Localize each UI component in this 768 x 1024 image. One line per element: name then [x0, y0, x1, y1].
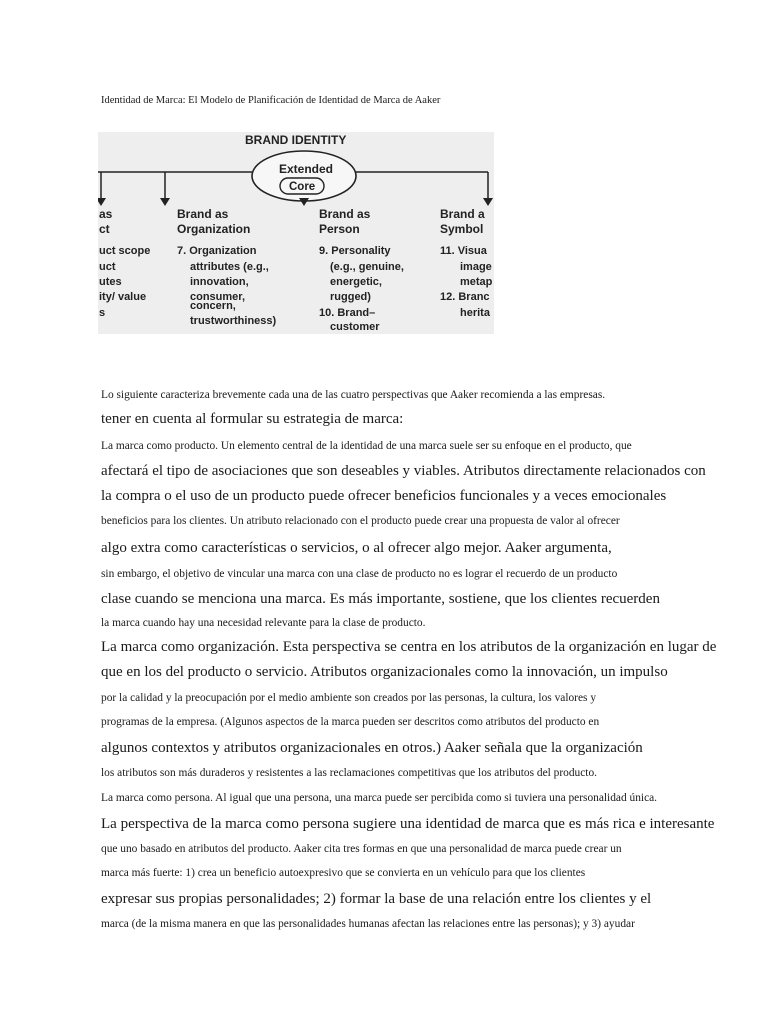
- col0-item: ity/ value: [99, 291, 147, 303]
- text-line: que uno basado en atributos del producto. Aaker cita tres formas en que una personalidad de marca puede crear un: [101, 843, 622, 855]
- arrow-col0: [98, 198, 106, 206]
- col3-heading-1: Brand a: [440, 207, 485, 221]
- col1-heading-2: Organization: [177, 222, 251, 236]
- col3-item: herita: [460, 307, 490, 319]
- text-line: La marca como persona. Al igual que una persona, una marca puede ser percibida como si tuviera una personalidad única.: [101, 792, 658, 804]
- document-title: Identidad de Marca: El Modelo de Planificación de Identidad de Marca de Aaker: [101, 95, 441, 106]
- col1-item: concern,: [190, 300, 236, 312]
- col2-item: customer: [330, 321, 380, 333]
- col1-item: innovation,: [190, 276, 249, 288]
- col0-item: s: [99, 307, 106, 319]
- col3-item: 12. Branc: [440, 291, 490, 303]
- brand-identity-diagram: [98, 132, 494, 334]
- col2-heading-1: Brand as: [319, 207, 371, 221]
- figure-heading: BRAND IDENTITY: [245, 133, 347, 147]
- text-line: sin embargo, el objetivo de vincular una marca con una clase de producto no es lograr el recuerdo de un producto: [101, 568, 618, 580]
- text-line: que en los del producto o servicio. Atributos organizacionales como la innovación, un impulso: [101, 664, 668, 680]
- col3-heading-2: Symbol: [440, 222, 484, 236]
- text-line: La perspectiva de la marca como persona sugiere una identidad de marca que es más rica e interesante: [101, 816, 715, 832]
- arrow-col3: [483, 198, 493, 206]
- text-line: marca más fuerte: 1) crea un beneficio autoexpresivo que se convierta en un vehículo para que los clientes: [101, 867, 586, 879]
- oval-core-label: Core: [289, 181, 316, 193]
- col1-item: trustworthiness): [190, 315, 277, 327]
- brand-identity-figure: [98, 132, 494, 334]
- col0-heading-1: as: [99, 207, 113, 221]
- col0-item: utes: [99, 276, 122, 288]
- col0-item: uct scope: [99, 245, 151, 257]
- col0-item: uct: [99, 261, 116, 273]
- text-line: marca (de la misma manera en que las personalidades humanas afectan las relaciones entre las personas); y 3) ayudar: [101, 918, 635, 930]
- col2-item: 9. Personality: [319, 245, 391, 257]
- arrow-col1: [160, 198, 170, 206]
- col2-item: energetic,: [330, 276, 382, 288]
- col2-item: 10. Brand–: [319, 307, 376, 319]
- text-line: algo extra como características o servicios, o al ofrecer algo mejor. Aaker argumenta,: [101, 540, 612, 556]
- text-line: beneficios para los clientes. Un atributo relacionado con el producto puede crear una propuesta de valor al ofrecer: [101, 515, 620, 527]
- text-line: programas de la empresa. (Algunos aspectos de la marca pueden ser descritos como atributos del producto en: [101, 716, 600, 728]
- col3-item: 11. Visua: [440, 245, 487, 257]
- text-line: la marca cuando hay una necesidad relevante para la clase de producto.: [101, 617, 426, 629]
- col3-item: image: [460, 261, 492, 273]
- text-line: La marca como organización. Esta perspectiva se centra en los atributos de la organización en lugar de: [101, 639, 717, 655]
- col2-item: (e.g., genuine,: [330, 261, 404, 273]
- col2-heading-2: Person: [319, 222, 360, 236]
- text-line: afectará el tipo de asociaciones que son deseables y viables. Atributos directamente relacionados con: [101, 463, 706, 479]
- col1-item: 7. Organization: [177, 245, 257, 257]
- col1-item: attributes (e.g.,: [190, 261, 269, 273]
- text-line: Lo siguiente caracteriza brevemente cada una de las cuatro perspectivas que Aaker recomienda a las empresas.: [101, 389, 606, 401]
- oval-extended-label: Extended: [279, 162, 334, 176]
- text-line: por la calidad y la preocupación por el medio ambiente son creados por las personas, la cultura, los valores y: [101, 692, 597, 704]
- col0-heading-2: ct: [99, 222, 110, 236]
- arrow-col2: [299, 198, 309, 206]
- col1-heading-1: Brand as: [177, 207, 229, 221]
- col2-item: rugged): [330, 291, 371, 303]
- text-line: clase cuando se menciona una marca. Es más importante, sostiene, que los clientes recuerden: [101, 591, 660, 607]
- col1-item: consumer,: [190, 291, 246, 303]
- text-line: la compra o el uso de un producto puede ofrecer beneficios funcionales y a veces emocionales: [101, 488, 667, 504]
- text-line: tener en cuenta al formular su estrategia de marca:: [101, 411, 404, 427]
- text-line: algunos contextos y atributos organizacionales en otros.) Aaker señala que la organización: [101, 740, 643, 756]
- text-line: expresar sus propias personalidades; 2) formar la base de una relación entre los clientes y el: [101, 891, 652, 907]
- text-line: La marca como producto. Un elemento central de la identidad de una marca suele ser su enfoque en el producto, que: [101, 440, 632, 452]
- col3-item: metap: [460, 276, 493, 288]
- text-line: los atributos son más duraderos y resistentes a las reclamaciones competitivas que los atributos del producto.: [101, 767, 598, 779]
